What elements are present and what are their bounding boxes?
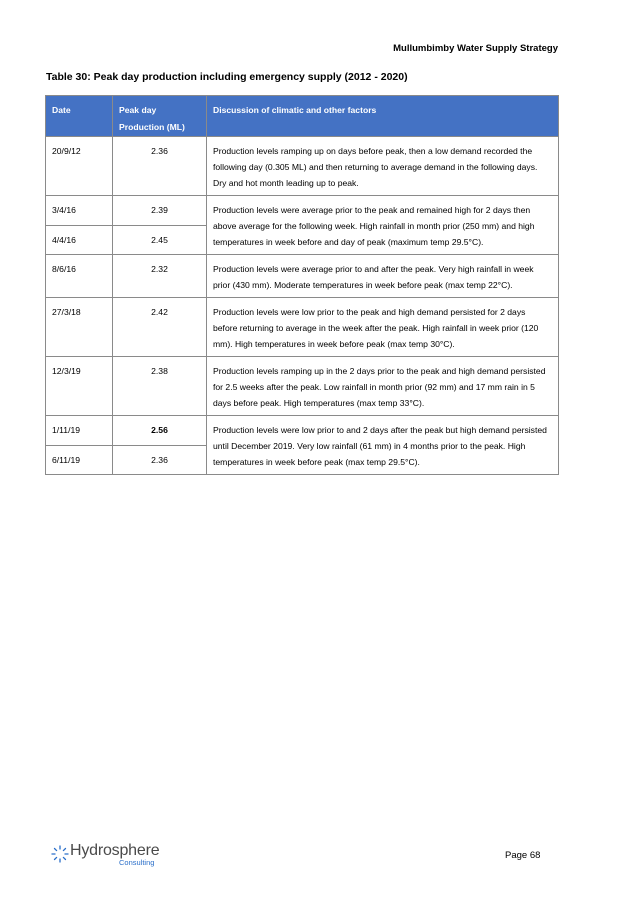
table-row [46,416,559,446]
page-number: Page 68 [505,850,541,861]
hydrosphere-logo [51,842,191,868]
production-cell: 2.42 [113,298,207,357]
logo-subtitle: Consulting [119,858,155,867]
production-cell: 2.45 [113,225,207,255]
production-cell-max: 2.56 [113,416,207,446]
table-row [46,357,559,416]
column-header-date: Date [46,96,113,137]
table-row [46,196,559,226]
table-caption: Table 30: Peak day production including emergency supply (2012 - 2020) [46,71,408,83]
logo-wordmark: Hydrosphere [70,842,160,859]
discussion-cell: Production levels were average prior to and after the peak. Very high rainfall in week prior (430 mm). Moderate temperatures in week before peak (max temp 22°C). [207,255,559,298]
date-cell: 12/3/19 [46,357,113,416]
table-header-row [46,96,559,137]
date-cell: 3/4/16 [46,196,113,226]
date-cell: 6/11/19 [46,445,113,475]
table-row [46,298,559,357]
table-row [46,255,559,298]
production-cell: 2.39 [113,196,207,226]
table-row [46,137,559,196]
column-header-discussion: Discussion of climatic and other factors [207,96,559,137]
column-header-production: Peak day Production (ML) [113,96,207,137]
production-cell: 2.32 [113,255,207,298]
date-cell: 4/4/16 [46,225,113,255]
production-cell: 2.36 [113,137,207,196]
discussion-cell: Production levels were low prior to the peak and high demand persisted for 2 days before returning to average in the week after the peak. High rainfall in week prior (120 mm). High temperatures in week before peak (max temp 30°C). [207,298,559,357]
date-cell: 1/11/19 [46,416,113,446]
date-cell: 8/6/16 [46,255,113,298]
water-splash-icon [51,845,69,863]
production-cell: 2.36 [113,445,207,475]
discussion-cell: Production levels were low prior to and 2 days after the peak but high demand persisted until December 2019. Very low rainfall (61 mm) in 4 months prior to the peak. High temperatures in week before peak (max temp 29.5°C). [207,416,559,475]
production-cell: 2.38 [113,357,207,416]
peak-day-production-table [45,95,559,475]
document-header-title: Mullumbimby Water Supply Strategy [393,43,558,54]
discussion-cell: Production levels ramping up on days before peak, then a low demand recorded the following day (0.305 ML) and then returning to average demand in the following days. Dry and hot month leading up to peak. [207,137,559,196]
date-cell: 27/3/18 [46,298,113,357]
discussion-cell: Production levels ramping up in the 2 days prior to the peak and high demand persisted for 2.5 weeks after the peak. Low rainfall in month prior (92 mm) and 17 mm rain in 5 days before peak. High temperatures (max temp 33°C). [207,357,559,416]
discussion-cell: Production levels were average prior to the peak and remained high for 2 days then above average for the following week. High rainfall in month prior (250 mm) and high temperatures in week before and day of peak (maximum temp 29.5°C). [207,196,559,255]
date-cell: 20/9/12 [46,137,113,196]
